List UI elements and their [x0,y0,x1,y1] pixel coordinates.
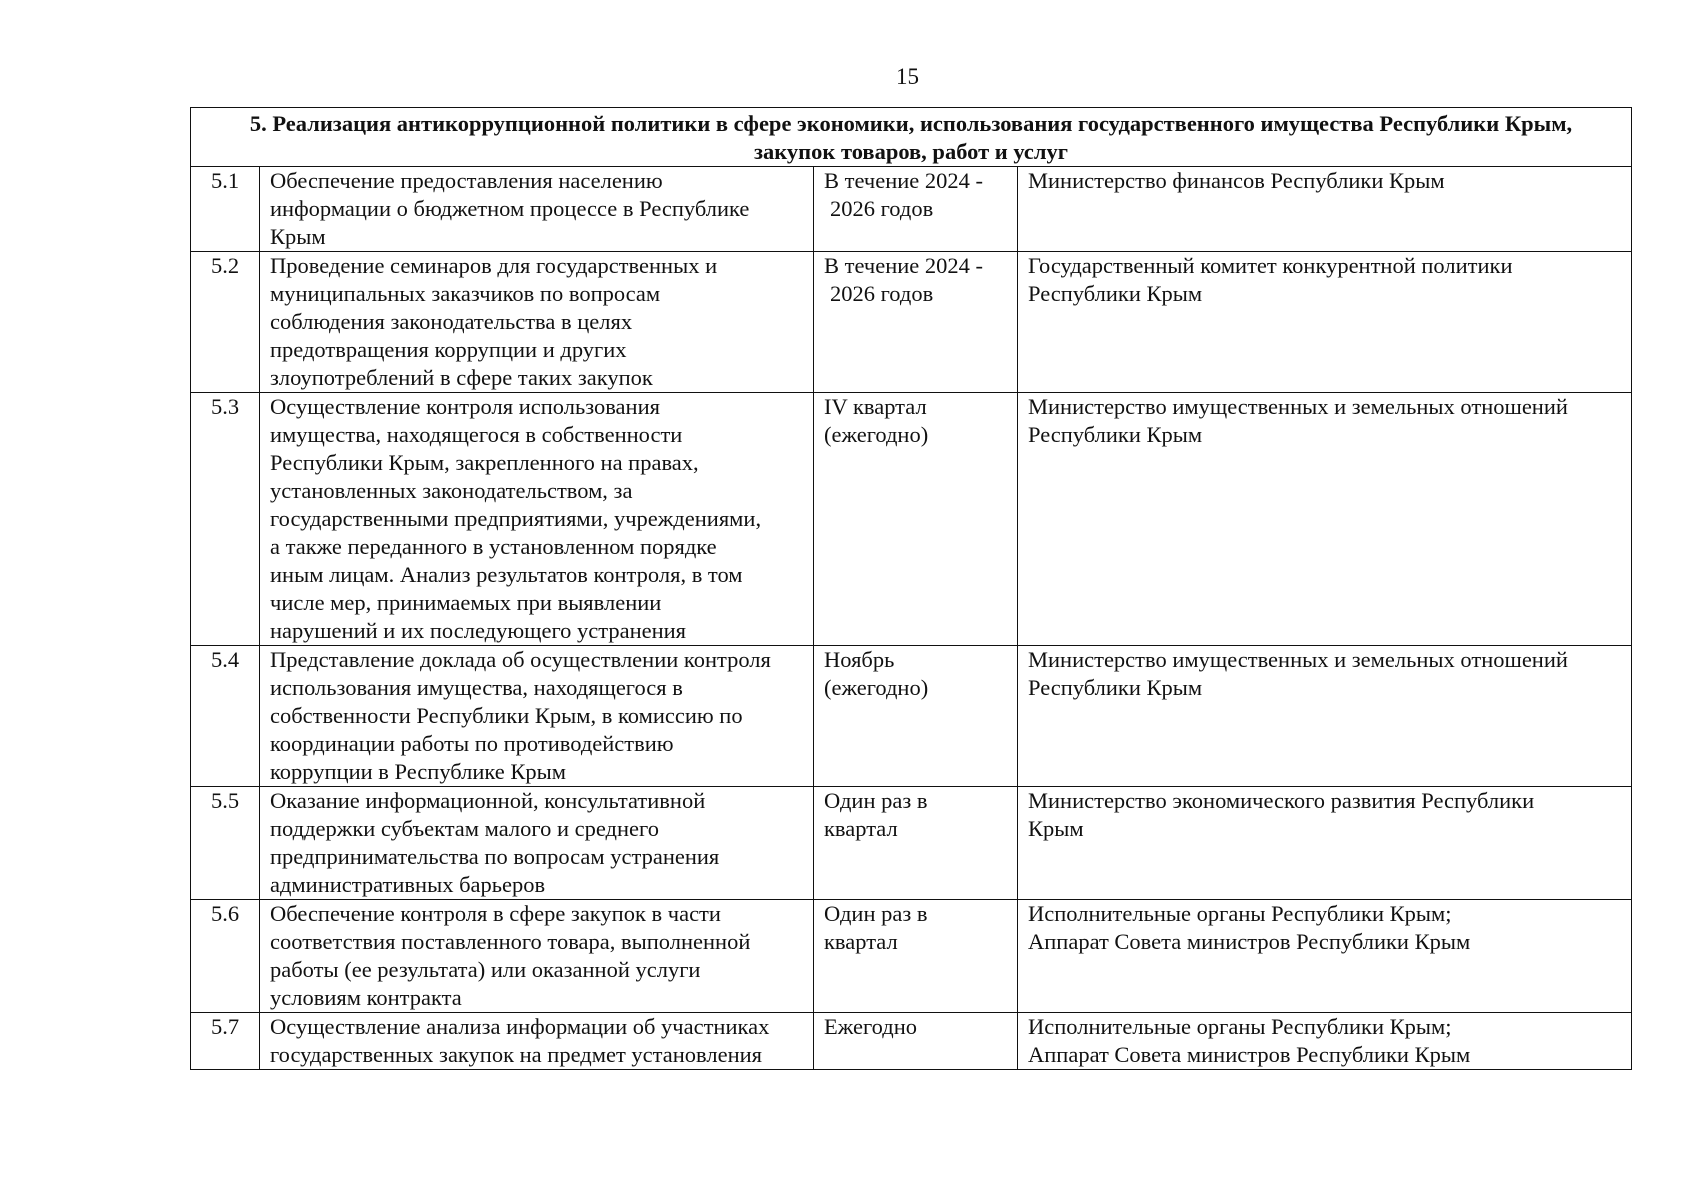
measure-cell-line: Проведение семинаров для государственных и [270,253,718,278]
executor-cell [1018,646,1632,787]
measures-table [190,107,1632,1070]
term-cell [814,646,1018,787]
measure-cell-line: Осуществление анализа информации об участниках [270,1014,770,1039]
measure-cell-line: информации о бюджетном процессе в Республике [270,196,750,221]
term-cell [814,252,1018,393]
term-cell-line: квартал [824,816,898,841]
row-number: 5.7 [191,1013,260,1070]
row-number: 5.1 [191,167,260,252]
measure-cell-line: Крым [270,224,326,249]
table-row [191,167,1632,252]
term-cell-line: (ежегодно) [824,422,929,447]
measure-cell-line: установленных законодательством, за [270,478,633,503]
table-row [191,787,1632,900]
table-row [191,252,1632,393]
term-cell-line: Один раз в [824,901,928,926]
section-header-row [191,108,1632,167]
executor-cell-line: Республики Крым [1028,675,1203,700]
table-row [191,900,1632,1013]
term-cell [814,1013,1018,1070]
term-cell-line: Ноябрь [824,647,895,672]
measure-cell [260,900,814,1013]
measure-cell-line: соответствия поставленного товара, выполненной [270,929,751,954]
term-cell-line: квартал [824,929,898,954]
row-number: 5.5 [191,787,260,900]
term-cell-line: Ежегодно [824,1014,917,1039]
executor-cell-line: Республики Крым [1028,422,1203,447]
executor-cell [1018,787,1632,900]
measure-cell-line: государственных закупок на предмет установления [270,1042,763,1067]
measure-cell-line: имущества, находящегося в собственности [270,422,683,447]
measure-cell-line: Республики Крым, закрепленного на правах, [270,450,699,475]
executor-cell-line: Республики Крым [1028,281,1203,306]
measure-cell-line: предотвращения коррупции и других [270,337,627,362]
measure-cell [260,393,814,646]
executor-cell-line: Аппарат Совета министров Республики Крым [1028,929,1471,954]
term-cell-line: IV квартал [824,394,927,419]
measure-cell-line: административных барьеров [270,872,546,897]
term-cell [814,900,1018,1013]
page-number: 15 [896,64,919,89]
measure-cell [260,787,814,900]
term-cell-line: 2026 годов [830,281,934,306]
executor-cell-line: Исполнительные органы Республики Крым; [1028,1014,1452,1039]
row-number: 5.4 [191,646,260,787]
measure-cell-line: злоупотреблений в сфере таких закупок [270,365,653,390]
table-row [191,1013,1632,1070]
measure-cell [260,167,814,252]
measure-cell [260,1013,814,1070]
measure-cell-line: муниципальных заказчиков по вопросам [270,281,661,306]
section-title-line: закупок товаров, работ и услуг [753,139,1068,164]
executor-cell [1018,393,1632,646]
executor-cell-line: Министерство имущественных и земельных отношений [1028,394,1568,419]
term-cell-line: В течение 2024 - [824,253,984,278]
executor-cell [1018,167,1632,252]
table-row [191,646,1632,787]
measure-cell-line: Осуществление контроля использования [270,394,660,419]
term-cell [814,787,1018,900]
term-cell-line: В течение 2024 - [824,168,984,193]
measure-cell-line: Представление доклада об осуществлении контроля [270,647,771,672]
measure-cell-line: условиям контракта [270,985,462,1010]
measure-cell-line: числе мер, принимаемых при выявлении [270,590,662,615]
section-title [191,108,1632,167]
measure-cell-line: иным лицам. Анализ результатов контроля, в том [270,562,743,587]
executor-cell-line: Министерство экономического развития Республики [1028,788,1535,813]
row-number: 5.3 [191,393,260,646]
executor-cell-line: Исполнительные органы Республики Крым; [1028,901,1452,926]
measure-cell-line: собственности Республики Крым, в комиссию по [270,703,743,728]
term-cell-line: Один раз в [824,788,928,813]
measure-cell-line: координации работы по противодействию [270,731,674,756]
row-number: 5.6 [191,900,260,1013]
measure-cell-line: использования имущества, находящегося в [270,675,683,700]
measure-cell-line: Оказание информационной, консультативной [270,788,706,813]
measure-cell-line: Обеспечение контроля в сфере закупок в части [270,901,721,926]
term-cell [814,167,1018,252]
executor-cell-line: Министерство финансов Республики Крым [1028,168,1445,193]
term-cell [814,393,1018,646]
measure-cell-line: государственными предприятиями, учреждениями, [270,506,762,531]
measure-cell-line: Обеспечение предоставления населению [270,168,663,193]
measure-cell-line: предпринимательства по вопросам устранения [270,844,720,869]
executor-cell-line: Аппарат Совета министров Республики Крым [1028,1042,1471,1067]
measure-cell [260,252,814,393]
measure-cell-line: нарушений и их последующего устранения [270,618,687,643]
executor-cell [1018,1013,1632,1070]
measure-cell-line: а также переданного в установленном порядке [270,534,717,559]
row-number: 5.2 [191,252,260,393]
measure-cell-line: коррупции в Республике Крым [270,759,567,784]
measure-cell-line: соблюдения законодательства в целях [270,309,633,334]
executor-cell [1018,252,1632,393]
executor-cell-line: Крым [1028,816,1084,841]
executor-cell-line: Министерство имущественных и земельных отношений [1028,647,1568,672]
table-row [191,393,1632,646]
measure-cell-line: поддержки субъектам малого и среднего [270,816,659,841]
executor-cell [1018,900,1632,1013]
term-cell-line: (ежегодно) [824,675,929,700]
measure-cell [260,646,814,787]
measure-cell-line: работы (ее результата) или оказанной услуги [270,957,701,982]
section-title-line: 5. Реализация антикоррупционной политики в сфере экономики, использования государственного имущества Республики Крым, [249,111,1573,136]
executor-cell-line: Государственный комитет конкурентной политики [1028,253,1513,278]
term-cell-line: 2026 годов [830,196,934,221]
